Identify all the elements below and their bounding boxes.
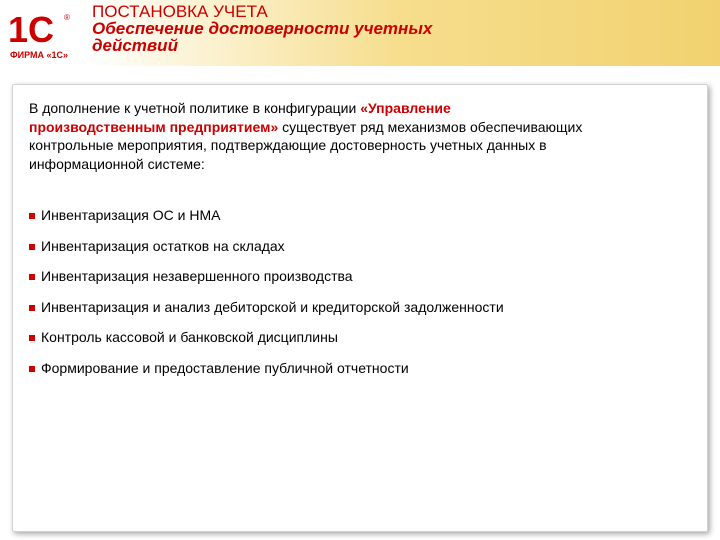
- list-item: [29, 299, 689, 330]
- list-item-text: Контроль кассовой и банковской дисциплины: [41, 329, 338, 345]
- square-bullet-icon: [29, 366, 35, 372]
- logo-caption: ФИРМА «1С»: [10, 50, 69, 60]
- square-bullet-icon: [29, 305, 35, 311]
- square-bullet-icon: [29, 244, 35, 250]
- bullet-list: [29, 207, 689, 390]
- intro-accent-text: «Управление производственным предприятием»: [29, 100, 451, 135]
- list-item: [29, 238, 689, 269]
- list-item-text: Формирование и предоставление публичной отчетности: [41, 359, 409, 376]
- intro-text-1: В дополнение к учетной политике в конфигурации: [29, 100, 361, 116]
- list-item-text: Инвентаризация ОС и НМА: [41, 207, 221, 223]
- list-item: [29, 360, 689, 391]
- logo-registered: ®: [64, 13, 70, 22]
- list-item: [29, 329, 689, 360]
- square-bullet-icon: [29, 213, 35, 219]
- title-line-1: ПОСТАНОВКА УЧЕТА: [92, 2, 268, 21]
- list-item: [29, 207, 689, 238]
- logo-1c-icon: [6, 6, 76, 62]
- company-logo: [6, 6, 76, 62]
- title-line-3: действий: [92, 36, 178, 55]
- square-bullet-icon: [29, 335, 35, 341]
- header-banner: [0, 0, 720, 66]
- list-item-text: Инвентаризация незавершенного производства: [41, 268, 353, 284]
- intro-text-2: существует ряд механизмов обеспечивающих контрольные мероприятия, подтверждающие достоверность учетных данных в информационной системе:: [29, 118, 583, 172]
- intro-paragraph: [29, 99, 589, 173]
- logo-mark: 1С: [8, 9, 55, 50]
- list-item-text: Инвентаризация и анализ дебиторской и кредиторской задолженности: [41, 298, 504, 315]
- page-title: [92, 3, 712, 54]
- list-item-text: Инвентаризация остатков на складах: [41, 237, 285, 254]
- title-line-2: Обеспечение достоверности учетных: [92, 19, 433, 38]
- list-item: [29, 268, 689, 299]
- content-panel: [12, 84, 708, 532]
- square-bullet-icon: [29, 274, 35, 280]
